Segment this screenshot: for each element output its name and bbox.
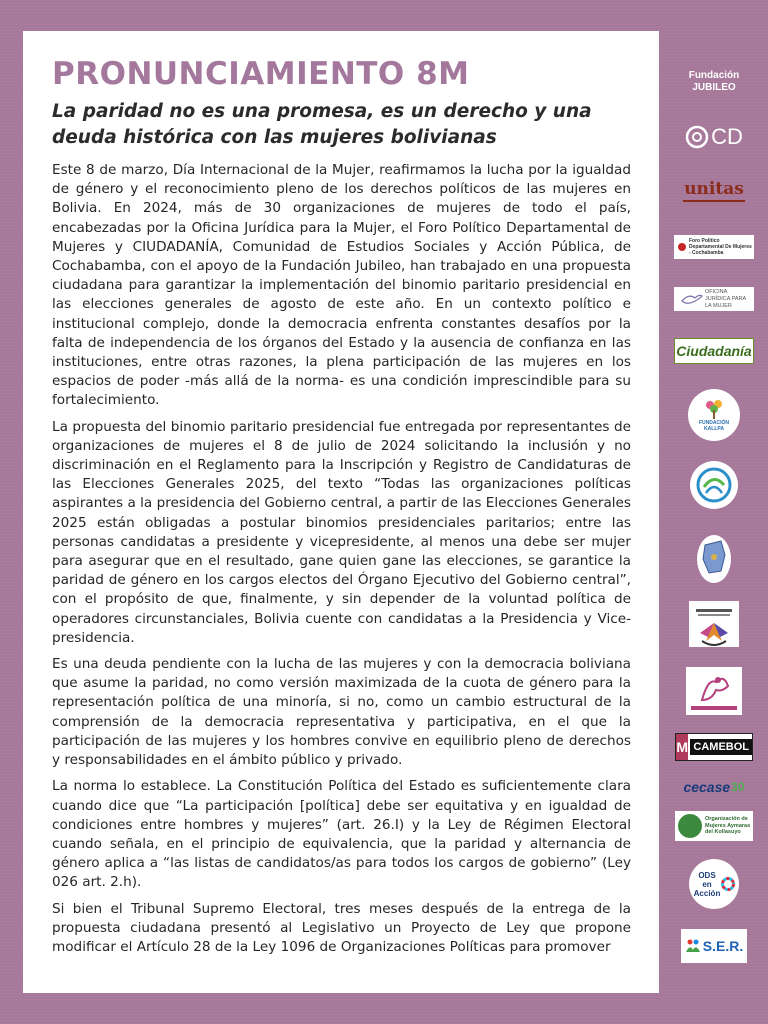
unitas-underline	[683, 200, 745, 202]
paragraph-2: La propuesta del binomio paritario presidencial fue entregada por representantes de organizaciones de mujeres el 8 de julio de 2024 solicitando la inclusión y no discriminación en el Reglamento para la Inscripción y Registro de Candidaturas de las Elecciones Generales 2025, del texto “Todas las organizaciones políticas aspirantes a la presidencia del Gobierno central, a partir de las Elecciones Generales 2025 están obligadas a postular binomios presidenciales paritarios; entre las personas candidatas a presidente y vicepresidente, al menos una debe ser mujer para asegurar que en el resultado, gane quien gane las elecciones, se garantice la paridad de género en los cargos electos del Órgano Ejecutivo del Gobierno central”, con el propósito de que, finalmente, y sin depender de la voluntad política de operadores circunstanciales, Bolivia cuente con candidatas a la Presidencia y Vice-presidencia.	[52, 418, 631, 646]
logo-unitas	[679, 177, 749, 203]
ods-logo-text: ODS en Acción	[693, 870, 721, 898]
dove-icon	[681, 292, 703, 306]
paragraph-5: Si bien el Tribunal Supremo Electoral, tres meses después de la entrega de la propuesta ciudadana presentó al Legislativo un Proyecto de Ley que propone modificar el Artículo 28 de la Ley 1096 de Organizaciones Políticas para promover	[52, 900, 631, 955]
paragraph-1: Este 8 de marzo, Día Internacional de la Mujer, reafirmamos la lucha por la igualdad de género y el reconocimiento pleno de los derechos políticos de las mujeres en Bolivia. En 2024, más de 30 organizaciones de mujeres de todo el país, encabezadas por la Oficina Jurídica para la Mujer, el Foro Político Departamental de Mujeres y CIUDADANÍA, Comunidad de Estudios Sociales y Acción Pública, de Cochabamba, con el apoyo de la Fundación Jubileo, han trabajado en una propuesta ciudadana para garantizar la implementación del binomio paritario presidencial en las elecciones generales de agosto de este año. En un contexto político e institucional complejo, donde la democracia enfrenta constantes desafíos por la falta de independencia de los órganos del Estado y la ausencia de confianza en las instituciones, entre otras razones, la plena participación de las mujeres en los espacios de poder -más allá de la norma- es una condición imprescindible para su fortalecimiento.	[52, 162, 631, 409]
logo-mujeres-aymaras	[675, 811, 753, 841]
foro-dot-icon	[678, 243, 686, 251]
logo-ser	[681, 929, 747, 963]
bolivia-map-icon	[695, 527, 733, 585]
ser-logo-text: S.E.R.	[702, 938, 744, 954]
logo-camebol	[675, 733, 753, 761]
document-card	[23, 31, 659, 993]
cd-circle-icon	[685, 125, 709, 149]
aymaras-emblem-icon	[678, 814, 702, 838]
logo-ciudadania	[674, 338, 754, 364]
kallpa-logo-text: FUNDACIÓN KALLPA	[699, 420, 729, 432]
swirl-icon	[696, 467, 732, 503]
cecase-number-icon: 30	[731, 780, 745, 794]
figure-icon	[694, 672, 734, 704]
cecase-logo-text: cecase	[683, 779, 731, 795]
tree-icon	[703, 398, 725, 420]
logo-bolivia-map-organization	[695, 525, 733, 587]
logo-pink-organization	[686, 667, 742, 715]
cd-logo-text: CD	[711, 124, 743, 149]
logo-swirl-organization	[690, 461, 738, 509]
logo-jubileo	[682, 59, 746, 105]
logo-cd	[681, 121, 747, 153]
foro-logo-text: Foro Político Departamental De Mujeres - Cochabamba	[689, 238, 752, 256]
hands-flower-icon	[692, 607, 736, 647]
camebol-m-icon: M	[676, 734, 688, 760]
oficina-logo-text: OFICINA JURÍDICA PARA LA MUJER	[705, 288, 746, 309]
logo-foro	[674, 235, 754, 259]
jubileo-logo-text: Fundación JUBILEO	[688, 70, 740, 93]
unitas-logo-text: unitas	[684, 178, 744, 199]
paragraph-3: Es una deuda pendiente con la lucha de las mujeres y con la democracia boliviana que asume la paridad, no como versión maximizada de la cuota de género para la representación política de una minoría, si no, como un cambio estructural de la comprensión de la democracia representativa y participativa, en el que la participación de las mujeres y los hombres convive en equilibrio pleno de derechos y responsabilidades en el ámbito público y privado.	[52, 656, 631, 769]
document-subtitle: La paridad no es una promesa, es un derecho y una deuda histórica con las mujeres bolivianas	[52, 101, 592, 148]
logo-hands-organization	[689, 601, 739, 647]
pink-banner-bar	[691, 706, 737, 710]
logo-cecase	[675, 775, 753, 799]
aymaras-logo-text: Organización de Mujeres Aymaras del Kollasuyo	[705, 816, 751, 836]
logo-kallpa	[688, 389, 740, 441]
logo-oficina-juridica	[674, 287, 754, 311]
document-title: PRONUNCIAMIENTO 8M	[52, 56, 470, 92]
sdg-wheel-icon	[721, 877, 735, 891]
ciudadania-logo-text: Ciudadanía	[676, 343, 752, 359]
camebol-logo-text: CAMEBOL	[690, 739, 752, 755]
logo-ods-en-accion	[689, 859, 739, 909]
people-icon	[685, 938, 701, 954]
paragraph-4: La norma lo establece. La Constitución Política del Estado es suficientemente clara cuando dice que “La participación [política] debe ser equitativa y en igualdad de condiciones entre hombres y mujeres” (art. 26.I) y la Ley de Régimen Electoral cuando señala, en el principio de equivalencia, que la paridad y alternancia de género aplica a “las listas de candidatos/as para todos los cargos de gobierno” (Ley 026 art. 2.h).	[52, 778, 631, 891]
